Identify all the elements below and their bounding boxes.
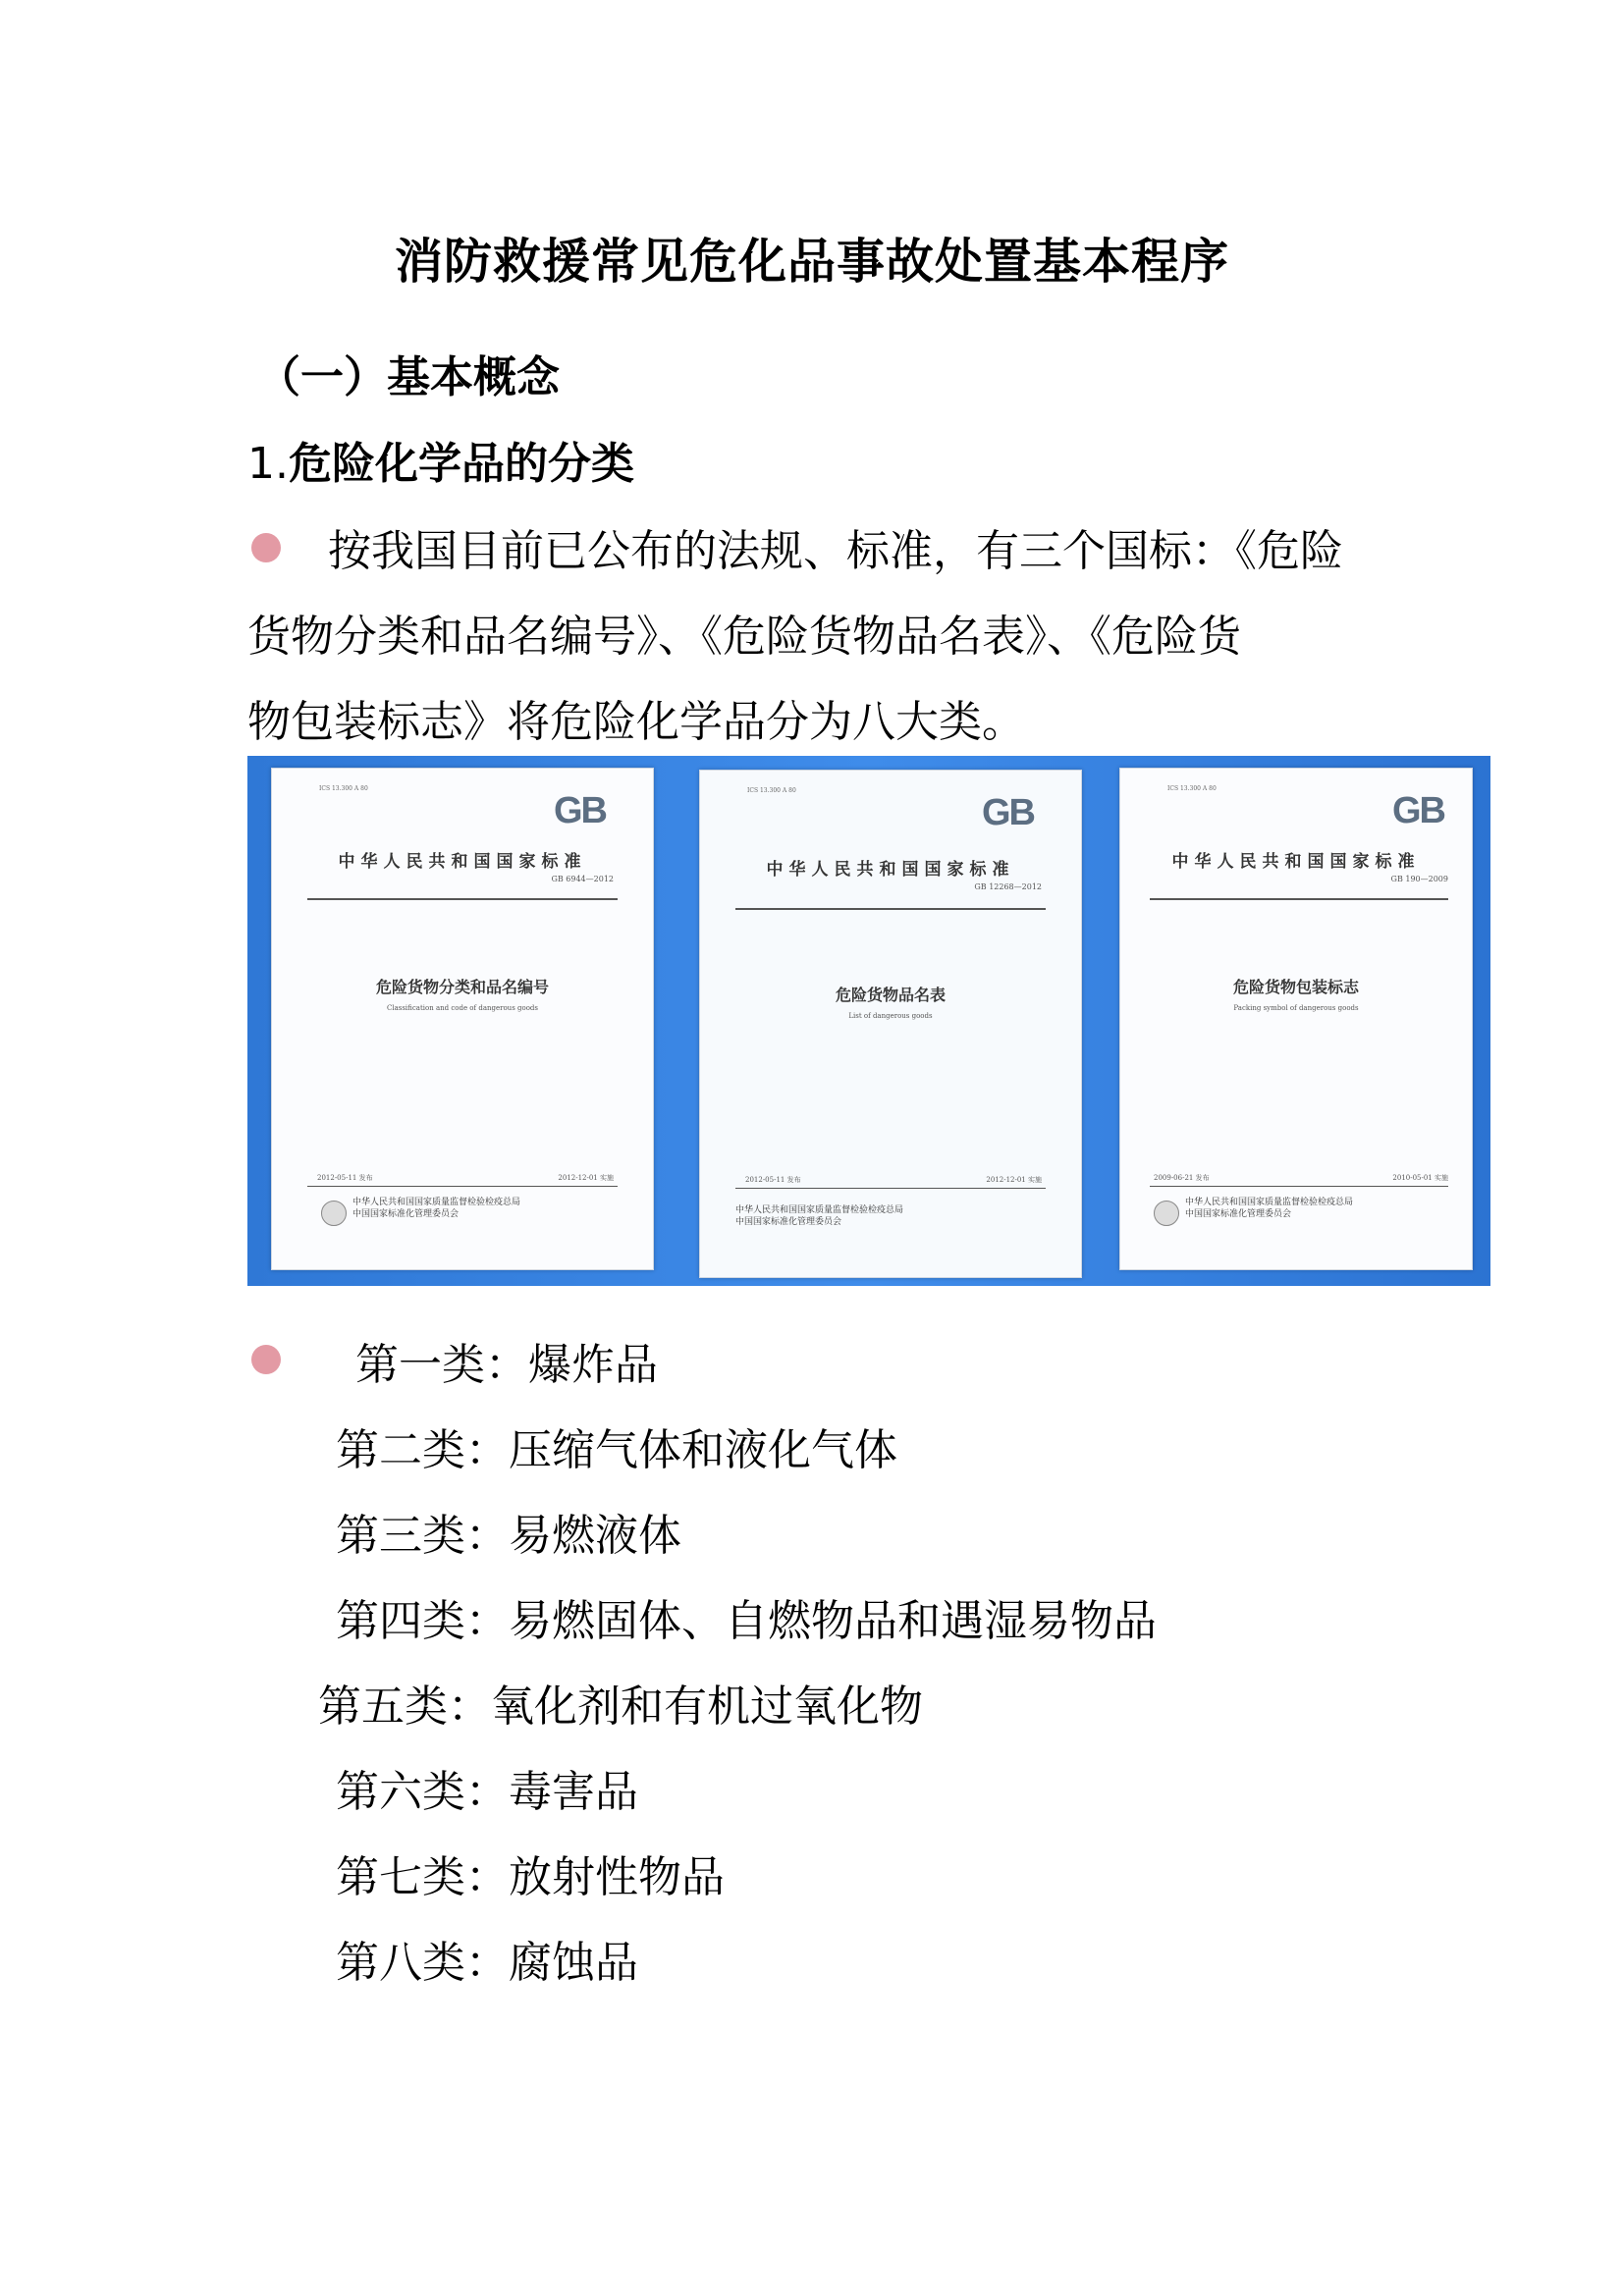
gb-logo: GB (554, 790, 606, 831)
category-item: 第六类：毒害品 (336, 1767, 638, 1817)
cover-ics: ICS 13.300 A 80 (747, 787, 796, 794)
cover-publish-date: 2012-05-11 发布 (317, 1174, 373, 1182)
cover-number: GB 12268—2012 (974, 882, 1042, 891)
cover-effective-date: 2012-12-01 实施 (986, 1176, 1042, 1184)
section-heading: （一）基本概念 (257, 352, 560, 402)
cover-publish-date: 2009-06-21 发布 (1154, 1174, 1210, 1182)
category-item: 第二类：压缩气体和液化气体 (336, 1425, 897, 1475)
category-item: 第三类：易燃液体 (336, 1511, 681, 1561)
cover-issuer: 中华人民共和国国家质量监督检验检疫总局 中国国家标准化管理委员会 (1185, 1198, 1354, 1219)
cover-effective-date: 2012-12-01 实施 (558, 1174, 614, 1182)
cover-title-en: Packing symbol of dangerous goods (1233, 1004, 1359, 1012)
page-title: 消防救援常见危化品事故处置基本程序 (394, 234, 1229, 290)
subsection-number: 1. (247, 439, 289, 489)
cover-standard-org: 中华人民共和国国家标准 (766, 860, 1015, 880)
cover-rule (307, 898, 618, 900)
cover-effective-date: 2010-05-01 实施 (1392, 1174, 1448, 1182)
gb-logo: GB (1392, 790, 1444, 831)
standard-cover (699, 770, 1082, 1278)
cover-title-zh: 危险货物品名表 (835, 986, 946, 1004)
cover-title-en: Classification and code of dangerous goods (386, 1004, 538, 1012)
cover-rule (735, 908, 1046, 910)
cover-title-zh: 危险货物包装标志 (1232, 978, 1359, 996)
cover-publish-date: 2012-05-11 发布 (745, 1176, 801, 1184)
cover-number: GB 190—2009 (1390, 875, 1448, 883)
bullet-icon (251, 1345, 281, 1374)
category-item: 第五类：氧化剂和有机过氧化物 (318, 1682, 923, 1732)
paragraph-line: 货物分类和品名编号》、《危险货物品名表》、《危险货 (247, 612, 1241, 662)
cover-ics: ICS 13.300 A 80 (319, 785, 368, 792)
paragraph-line: 物包装标志》将危险化学品分为八大类。 (247, 697, 1025, 747)
cover-title-zh: 危险货物分类和品名编号 (375, 978, 549, 996)
standard-cover (271, 768, 654, 1270)
category-item: 第一类：爆炸品 (355, 1340, 658, 1390)
paragraph-line: 按我国目前已公布的法规、标准，有三个国标：《危险 (328, 526, 1343, 576)
cover-rule (735, 1188, 1046, 1189)
cover-issuer: 中华人民共和国国家质量监督检验检疫总局 中国国家标准化管理委员会 (352, 1198, 521, 1219)
category-item: 第八类：腐蚀品 (336, 1938, 638, 1988)
cover-standard-org: 中华人民共和国国家标准 (338, 852, 587, 872)
cover-rule (307, 1186, 618, 1187)
category-item: 第七类：放射性物品 (336, 1852, 725, 1902)
gb-logo: GB (982, 792, 1034, 833)
subsection-heading (247, 428, 634, 491)
cover-issuer: 中华人民共和国国家质量监督检验检疫总局 中国国家标准化管理委员会 (735, 1205, 904, 1227)
standard-cover (1119, 768, 1473, 1270)
cover-rule (1150, 898, 1448, 900)
subsection-label: 危险化学品的分类 (288, 439, 634, 489)
category-item: 第四类：易燃固体、自燃物品和遇湿易物品 (336, 1596, 1157, 1646)
cover-rule (1150, 1186, 1448, 1187)
cover-standard-org: 中华人民共和国国家标准 (1171, 852, 1421, 872)
bullet-icon (251, 533, 281, 562)
gb-standard-covers-image (247, 756, 1490, 1286)
cover-number: GB 6944—2012 (551, 875, 614, 883)
cover-title-en: List of dangerous goods (848, 1012, 933, 1020)
cover-ics: ICS 13.300 A 80 (1167, 785, 1217, 792)
